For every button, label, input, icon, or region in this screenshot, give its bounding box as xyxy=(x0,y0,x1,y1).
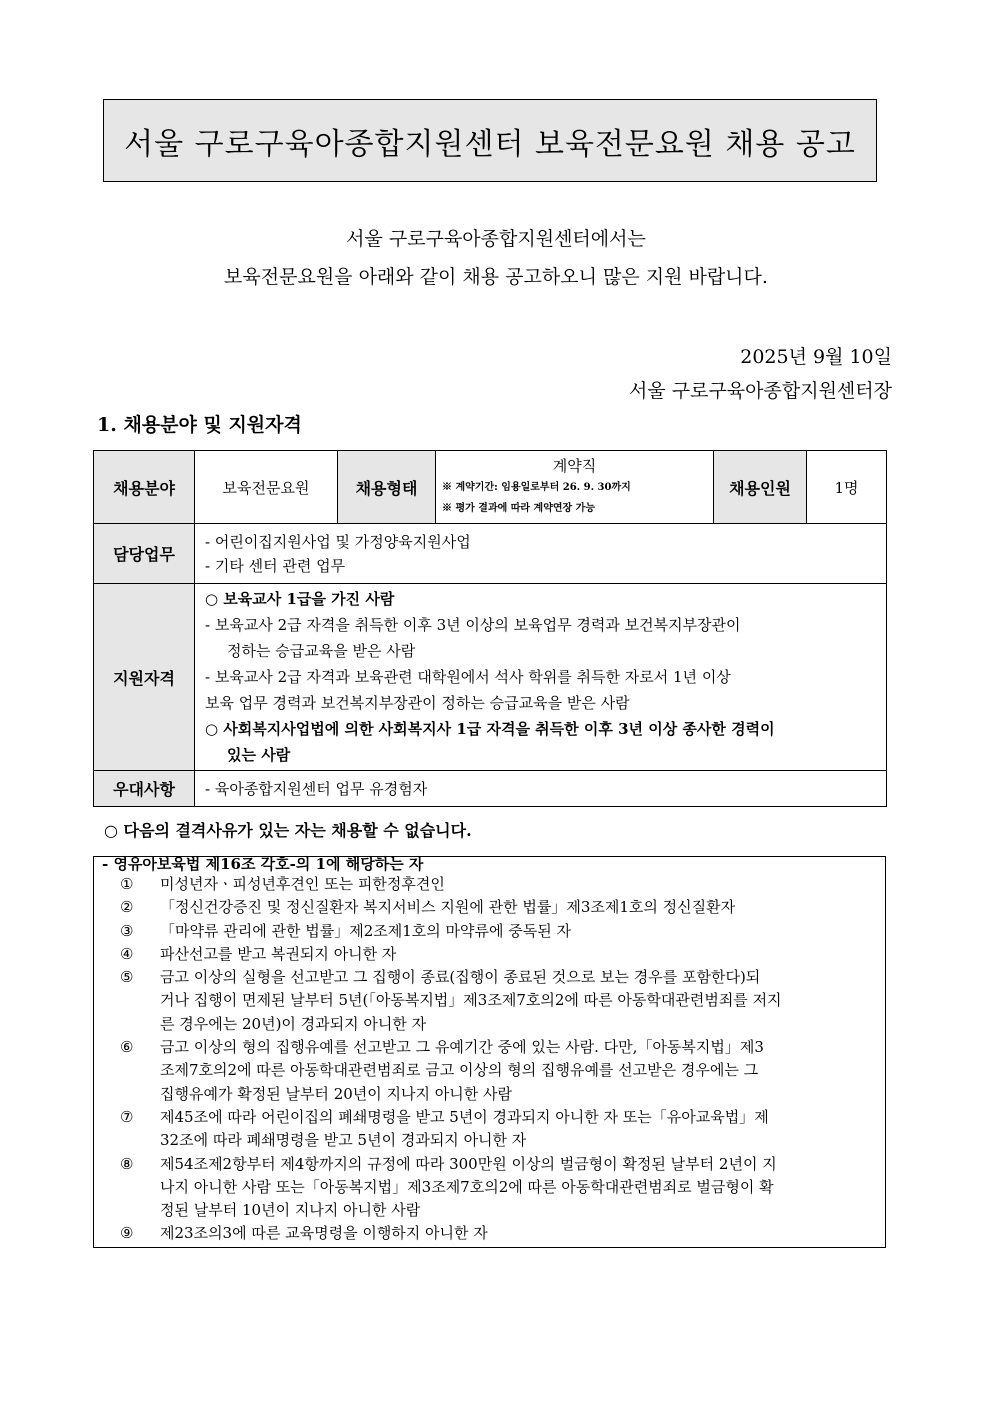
disqualification-item-line: 제23조의3에 따른 교육명령을 이행하지 아니한 자 xyxy=(160,1224,488,1243)
disqualification-item-line: 32조에 따라 폐쇄명령을 받고 5년이 경과되지 아니한 자 xyxy=(160,1131,527,1150)
disqualification-box xyxy=(93,856,886,1248)
preference-value: - 육아종합지원센터 업무 유경험자 xyxy=(205,779,428,798)
intro-line-2: 보육전문요원을 아래와 같이 채용 공고하오니 많은 지원 바랍니다. xyxy=(224,266,768,288)
disqualification-item-line: 금고 이상의 실형을 선고받고 그 집행이 종료(집행이 종료된 것으로 보는 경우를 포함한다)되 xyxy=(160,968,761,987)
disqualification-item-line: 거나 집행이 면제된 날부터 5년(「아동복지법」제3조제7호의2에 따른 아동학대관련범죄를 저지 xyxy=(160,991,782,1010)
preference-label: 우대사항 xyxy=(94,771,195,807)
field-label: 채용분야 xyxy=(94,451,195,524)
qualification-cell xyxy=(195,584,887,771)
disqualification-item xyxy=(102,1222,877,1245)
table-row xyxy=(94,524,887,584)
field-value: 보육전문요원 xyxy=(195,451,338,524)
disqualification-item-text xyxy=(146,1153,877,1223)
disqualification-item-number: ⑤ xyxy=(120,968,134,987)
disqualification-item xyxy=(102,966,877,1036)
disqualification-item-number: ⑨ xyxy=(120,1224,134,1243)
disqualification-item-line: 제45조에 따라 어린이집의 폐쇄명령을 받고 5년이 경과되지 아니한 자 또는「유아교육법」제 xyxy=(160,1107,769,1126)
disqualification-item-text xyxy=(146,873,877,896)
qualification-item-continued: 있는 사람 xyxy=(227,746,291,764)
disqualification-item-number: ② xyxy=(120,898,134,917)
issuer-name: 서울 구로구육아종합지원센터장 xyxy=(629,380,892,402)
duty-item: - 어린이집지원사업 및 가정양육지원사업 xyxy=(205,532,471,551)
disqualification-item-text xyxy=(146,1106,877,1153)
type-note-period: ※ 계약기간: 임용일로부터 26. 9. 30까지 xyxy=(442,481,631,493)
disqualification-item-line: 정된 날부터 10년이 지나지 아니한 사람 xyxy=(160,1201,421,1220)
type-cell xyxy=(436,451,714,524)
disqualification-item xyxy=(102,1036,877,1106)
disqualification-item xyxy=(102,943,877,966)
disqualification-item-text xyxy=(146,920,877,943)
disqualification-item-text xyxy=(146,966,877,1036)
qualification-item: ○ 보육교사 1급을 가진 사람 xyxy=(205,590,395,608)
disqualification-item-line: 파산선고를 받고 복권되지 아니한 자 xyxy=(160,944,397,963)
duty-item: - 기타 센터 관련 업무 xyxy=(205,556,346,575)
disqualification-item-line: 집행유예가 확정된 날부터 20년이 지나지 아니한 사람 xyxy=(160,1084,512,1103)
disqualification-item-number: ⑥ xyxy=(120,1038,134,1057)
type-value: 계약직 xyxy=(552,456,597,475)
count-label: 채용인원 xyxy=(714,451,807,524)
duty-label: 담당업무 xyxy=(94,524,195,584)
disqualification-item-text xyxy=(146,1222,877,1245)
disqualification-box-heading: - 영유아보육법 제16조 각호-의 1에 해당하는 자 xyxy=(102,855,424,873)
disqualification-heading: ○ 다음의 결격사유가 있는 자는 채용할 수 없습니다. xyxy=(104,821,472,840)
disqualification-list xyxy=(102,873,877,1246)
notice-date: 2025년 9월 10일 xyxy=(740,346,892,368)
recruitment-table xyxy=(93,450,887,807)
disqualification-item-text xyxy=(146,943,877,966)
qualification-item: - 보육교사 2급 자격을 취득한 이후 3년 이상의 보육업무 경력과 보건복지부장관이 xyxy=(205,616,741,634)
disqualification-item-number: ① xyxy=(120,875,134,893)
disqualification-item-line: 나지 아니한 사람 또는「아동복지법」제3조제7호의2에 따른 아동학대관련범죄로 벌금형이 확 xyxy=(160,1177,774,1196)
disqualification-item xyxy=(102,873,877,896)
qualification-label: 지원자격 xyxy=(94,584,195,771)
type-label: 채용형태 xyxy=(338,451,436,524)
disqualification-item xyxy=(102,1106,877,1153)
disqualification-item xyxy=(102,1153,877,1223)
page-title: 서울 구로구육아종합지원센터 보육전문요원 채용 공고 xyxy=(124,126,856,162)
disqualification-item xyxy=(102,896,877,919)
qualification-item: ○ 사회복지사업법에 의한 사회복지사 1급 자격을 취득한 이후 3년 이상 종사한 경력이 xyxy=(205,720,775,738)
duty-cell xyxy=(195,524,887,584)
page-title-box xyxy=(103,99,877,182)
intro-line-1: 서울 구로구육아종합지원센터에서는 xyxy=(346,228,646,250)
disqualification-item-number: ⑧ xyxy=(120,1154,134,1173)
disqualification-item-number: ③ xyxy=(120,921,134,940)
disqualification-item-text xyxy=(146,1036,877,1106)
disqualification-item-line: 제54조제2항부터 제4항까지의 규정에 따라 300만원 이상의 벌금형이 확정된 날부터 2년이 지 xyxy=(160,1154,777,1173)
disqualification-item-line: 「마약류 관리에 관한 법률」제2조제1호의 마약류에 중독된 자 xyxy=(160,921,571,940)
disqualification-item-line: 조제7호의2에 따른 아동학대관련범죄로 금고 이상의 형의 집행유예를 선고받은 경우에는 그 xyxy=(160,1061,759,1080)
disqualification-item-number: ⑦ xyxy=(120,1107,134,1126)
type-note-extension: ※ 평가 결과에 따라 계약연장 가능 xyxy=(442,502,595,514)
disqualification-item-number: ④ xyxy=(120,944,134,963)
table-row xyxy=(94,584,887,771)
disqualification-item xyxy=(102,920,877,943)
disqualification-item-line: 「정신건강증진 및 정신질환자 복지서비스 지원에 관한 법률」제3조제1호의 정신질환자 xyxy=(160,898,736,917)
qualification-item-continued: 보육 업무 경력과 보건복지부장관이 정하는 승급교육을 받은 사람 xyxy=(205,694,630,712)
disqualification-item-text xyxy=(146,896,877,919)
disqualification-item-line: 금고 이상의 형의 집행유예를 선고받고 그 유예기간 중에 있는 사람. 다만,「아동복지법」제3 xyxy=(160,1038,764,1057)
disqualification-item-line: 른 경우에는 20년)이 경과되지 아니한 자 xyxy=(160,1014,427,1033)
qualification-item: - 보육교사 2급 자격과 보육관련 대학원에서 석사 학위를 취득한 자로서 1년 이상 xyxy=(205,668,731,686)
count-value: 1명 xyxy=(807,451,887,524)
preference-cell xyxy=(195,771,887,807)
section-1-heading: 1. 채용분야 및 지원자격 xyxy=(97,414,302,436)
qualification-item-continued: 정하는 승급교육을 받은 사람 xyxy=(227,642,416,660)
table-row xyxy=(94,771,887,807)
table-row xyxy=(94,451,887,524)
disqualification-item-line: 미성년자ㆍ피성년후견인 또는 피한정후견인 xyxy=(160,875,445,893)
